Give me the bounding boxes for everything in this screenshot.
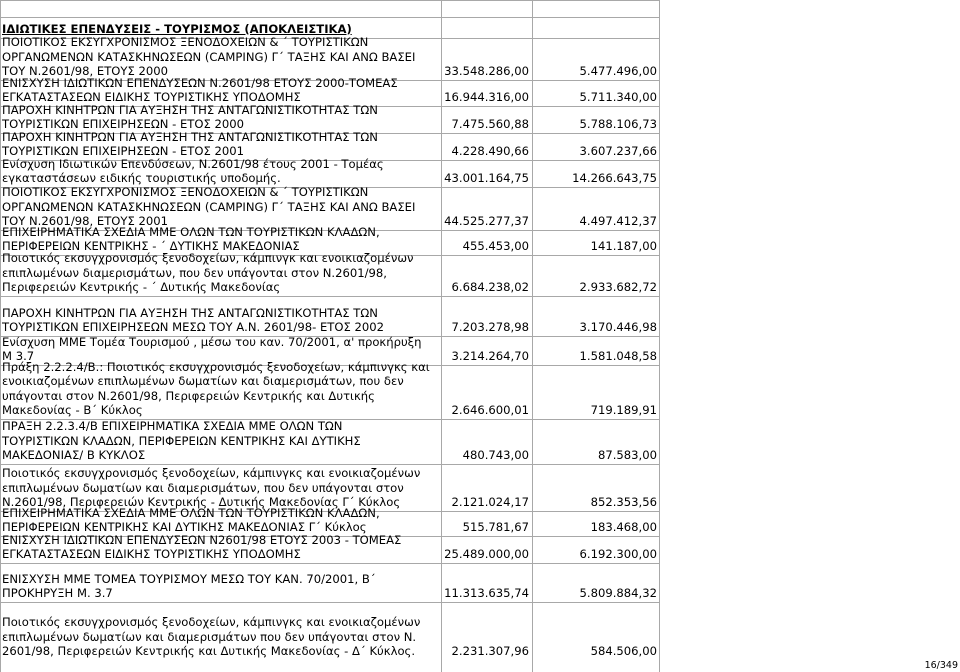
table-row bbox=[0, 156, 660, 187]
row-amount-budget: 3.214.264,70 bbox=[451, 348, 529, 363]
table-row bbox=[0, 35, 660, 80]
row-description: Ενίσχυση Ιδιωτικών Επενδύσεων, Ν.2601/98 έτους 2001 - Τομέας εγκαταστάσεων ειδικής τουριστικής υποδομής. bbox=[2, 156, 384, 185]
row-amount-budget: 16.944.316,00 bbox=[444, 89, 529, 104]
row-amount-budget: 480.743,00 bbox=[462, 447, 529, 462]
row-amount-paid: 5.477.496,00 bbox=[579, 63, 657, 78]
row-amount-budget: 11.313.635,74 bbox=[444, 585, 529, 600]
row-description: ΙΔΙΩΤΙΚΕΣ ΕΠΕΝΔΥΣΕΙΣ - ΤΟΥΡΙΣΜΟΣ (ΑΠΟΚΛΕΙΣΤΙΚΑ) bbox=[2, 21, 352, 36]
row-amount-paid: 2.933.682,72 bbox=[579, 279, 657, 294]
row-description: Ποιοτικός εκσυγχρονισμός ξενοδοχείων, κάμπινγκ και ενοικιαζομένων επιπλωμένων διαμερισμάτων, που δεν υπάγονται στον Ν.2601/98, Περιφερειών Κεντρικής - ΄ Δυτικής Μακεδονίας bbox=[2, 251, 414, 294]
row-divider bbox=[0, 17, 660, 18]
table-row bbox=[0, 296, 660, 336]
row-description: ΕΠΙΧΕΙΡΗΜΑΤΙΚΑ ΣΧΕΔΙΑ ΜΜΕ ΟΛΩΝ ΤΩΝ ΤΟΥΡΙΣΤΙΚΩΝ ΚΛΑΔΩΝ, ΠΕΡΙΦΕΡΕΙΩΝ ΚΕΝΤΡΙΚΗΣ - ΄ ΔΥΤΙΚΗΣ ΜΑΚΕΔΟΝΙΑΣ bbox=[2, 224, 380, 253]
row-amount-paid: 6.192.300,00 bbox=[579, 546, 657, 561]
row-amount-paid: 3.170.446,98 bbox=[579, 319, 657, 334]
row-amount-budget: 7.203.278,98 bbox=[451, 319, 529, 334]
row-description: ΠΟΙΟΤΙΚΟΣ ΕΚΣΥΓΧΡΟΝΙΣΜΟΣ ΞΕΝΟΔΟΧΕΙΩΝ & ΄ ΤΟΥΡΙΣΤΙΚΩΝ ΟΡΓΑΝΩΜΕΝΩΝ ΚΑΤΑΣΚΗΝΩΣΕΩΝ (CAMPING) Γ΄ ΤΑΞΗΣ ΚΑΙ ΑΝΩ ΒΑΣΕΙ ΤΟΥ Ν.2601/98, ΕΤΟΥΣ 2001 bbox=[2, 185, 416, 228]
row-amount-budget: 6.684.238,02 bbox=[451, 279, 529, 294]
page-number: 16/349 bbox=[924, 660, 958, 671]
row-description: ΕΝΙΣΧΥΣΗ ΜΜΕ ΤΟΜΕΑ ΤΟΥΡΙΣΜΟΥ ΜΕΣΩ ΤΟΥ ΚΑΝ. 70/2001, Β΄ ΠΡΟΚΗΡΥΞΗ Μ. 3.7 bbox=[2, 571, 376, 600]
row-amount-budget: 25.489.000,00 bbox=[444, 546, 529, 561]
row-amount-paid: 87.583,00 bbox=[597, 447, 657, 462]
row-amount-paid: 14.266.643,75 bbox=[572, 170, 657, 185]
table-row bbox=[0, 464, 660, 511]
row-amount-budget: 2.121.024,17 bbox=[451, 494, 529, 509]
row-divider bbox=[0, 563, 660, 564]
table-row bbox=[0, 251, 660, 296]
row-description: ΠΑΡΟΧΗ ΚΙΝΗΤΡΩΝ ΓΙΑ ΑΥΞΗΣΗ ΤΗΣ ΑΝΤΑΓΩΝΙΣΤΙΚΟΤΗΤΑΣ ΤΩΝ ΤΟΥΡΙΣΤΙΚΩΝ ΕΠΙΧΕΙΡΗΣΕΩΝ - ΕΤΟΣ 2001 bbox=[2, 129, 378, 158]
row-description: ΕΝΙΣΧΥΣΗ ΙΔΙΩΤΙΚΩΝ ΕΠΕΝΔΥΣΕΩΝ Ν.2601/98 ΕΤΟΥΣ 2000-ΤΟΜΕΑΣ ΕΓΚΑΤΑΣΤΑΣΕΩΝ ΕΙΔΙΚΗΣ ΤΟΥΡΙΣΤΙΚΗΣ ΥΠΟΔΟΜΗΣ bbox=[2, 75, 398, 104]
row-amount-budget: 455.453,00 bbox=[462, 238, 529, 253]
row-description: Ενίσχυση ΜΜΕ Τομέα Τουρισμού , μέσω του καν. 70/2001, α' προκήρυξη Μ 3.7 bbox=[2, 334, 422, 363]
row-description: ΠΟΙΟΤΙΚΟΣ ΕΚΣΥΓΧΡΟΝΙΣΜΟΣ ΞΕΝΟΔΟΧΕΙΩΝ & ΄ ΤΟΥΡΙΣΤΙΚΩΝ ΟΡΓΑΝΩΜΕΝΩΝ ΚΑΤΑΣΚΗΝΩΣΕΩΝ (CAMPING) Γ΄ ΤΑΞΗΣ ΚΑΙ ΑΝΩ ΒΑΣΕΙ ΤΟΥ Ν.2601/98, ΕΤΟΥΣ 2000 bbox=[2, 35, 416, 78]
row-amount-paid: 5.711.340,00 bbox=[579, 89, 657, 104]
row-divider bbox=[0, 464, 660, 465]
row-amount-budget: 33.548.286,00 bbox=[444, 63, 529, 78]
row-amount-budget: 2.646.600,01 bbox=[451, 402, 529, 417]
row-amount-budget: 7.475.560,88 bbox=[451, 116, 529, 131]
row-description: ΠΑΡΟΧΗ ΚΙΝΗΤΡΩΝ ΓΙΑ ΑΥΞΗΣΗ ΤΗΣ ΑΝΤΑΓΩΝΙΣΤΙΚΟΤΗΤΑΣ ΤΩΝ ΤΟΥΡΙΣΤΙΚΩΝ ΕΠΙΧΕΙΡΗΣΕΩΝ ΜΕΣΩ ΤΟΥ Α.Ν. 2601/98- ΕΤΟΣ 2002 bbox=[2, 305, 384, 334]
row-amount-paid: 3.607.237,66 bbox=[579, 143, 657, 158]
row-amount-budget: 4.228.490,66 bbox=[451, 143, 529, 158]
row-amount-paid: 1.581.048,58 bbox=[579, 348, 657, 363]
row-amount-budget: 515.781,67 bbox=[462, 519, 529, 534]
table-row bbox=[0, 563, 660, 602]
row-amount-budget: 43.001.164,75 bbox=[444, 170, 529, 185]
grid-line bbox=[0, 0, 660, 1]
row-divider bbox=[0, 602, 660, 603]
row-description: Ποιοτικός εκσυγχρονισμός ξενοδοχείων, κάμπινγκς και ενοικιαζομένων επιπλωμένων δωματίων και διαμερισμάτων που δεν υπάγονται στον Ν. 2601/98, Περιφερειών Κεντρικής και Δυτικής Μακεδονίας - Δ΄ Κύκλος. bbox=[2, 615, 421, 658]
row-amount-paid: 5.809.884,32 bbox=[579, 585, 657, 600]
row-amount-paid: 4.497.412,37 bbox=[579, 213, 657, 228]
row-amount-paid: 141.187,00 bbox=[590, 238, 657, 253]
row-description: ΕΝΙΣΧΥΣΗ ΙΔΙΩΤΙΚΩΝ ΕΠΕΝΔΥΣΕΩΝ Ν2601/98 ΕΤΟΥΣ 2003 - ΤΟΜΕΑΣ ΕΓΚΑΤΑΣΤΑΣΕΩΝ ΕΙΔΙΚΗΣ ΤΟΥΡΙΣΤΙΚΗΣ ΥΠΟΔΟΜΗΣ bbox=[2, 532, 402, 561]
row-description: ΠΡΑΞΗ 2.2.3.4/Β ΕΠΙΧΕΙΡΗΜΑΤΙΚΑ ΣΧΕΔΙΑ ΜΜΕ ΟΛΩΝ ΤΩΝ ΤΟΥΡΙΣΤΙΚΩΝ ΚΛΑΔΩΝ, ΠΕΡΙΦΕΡΕΙΩΝ ΚΕΝΤΡΙΚΗΣ ΚΑΙ ΔΥΤΙΚΗΣ ΜΑΚΕΔΟΝΙΑΣ/ Β ΚΥΚΛΟΣ bbox=[2, 419, 361, 462]
row-amount-budget: 2.231.307,96 bbox=[451, 643, 529, 658]
table-row bbox=[0, 360, 660, 419]
row-amount-budget: 44.525.277,37 bbox=[444, 213, 529, 228]
row-description: ΕΠΙΧΕΙΡΗΜΑΤΙΚΑ ΣΧΕΔΙΑ ΜΜΕ ΟΛΩΝ ΤΩΝ ΤΟΥΡΙΣΤΙΚΩΝ ΚΛΑΔΩΝ, ΠΕΡΙΦΕΡΕΙΩΝ ΚΕΝΤΡΙΚΗΣ ΚΑΙ ΔΥΤΙΚΗΣ ΜΑΚΕΔΟΝΙΑΣ Γ΄ Κύκλος bbox=[2, 505, 380, 534]
row-amount-paid: 183.468,00 bbox=[590, 519, 657, 534]
table-row bbox=[0, 532, 660, 563]
row-divider bbox=[0, 296, 660, 297]
table-row bbox=[0, 419, 660, 464]
row-amount-paid: 5.788.106,73 bbox=[579, 116, 657, 131]
row-amount-paid: 852.353,56 bbox=[590, 494, 657, 509]
row-amount-paid: 584.506,00 bbox=[590, 643, 657, 658]
row-description: ΠΑΡΟΧΗ ΚΙΝΗΤΡΩΝ ΓΙΑ ΑΥΞΗΣΗ ΤΗΣ ΑΝΤΑΓΩΝΙΣΤΙΚΟΤΗΤΑΣ ΤΩΝ ΤΟΥΡΙΣΤΙΚΩΝ ΕΠΙΧΕΙΡΗΣΕΩΝ - ΕΤΟΣ 2000 bbox=[2, 102, 378, 131]
row-description: Ποιοτικός εκσυγχρονισμός ξενοδοχείων, κάμπινγκς και ενοικιαζομένων επιπλωμένων δωματίων και διαμερισμάτων, που δεν υπάγονται στον Ν.2601/98, Περιφερειών Κεντρικής - Δυτικής Μακεδονίας Γ΄ Κύκλος bbox=[2, 466, 421, 509]
table-row bbox=[0, 187, 660, 230]
row-description: Πράξη 2.2.2.4/Β.: Ποιοτικός εκσυγχρονισμός ξενοδοχείων, κάμπινγκς και ενοικιαζομένων επιπλωμένων δωματίων και διαμερισμάτων, που δεν υπάγονται στον Ν.2601/98, Περιφερειών Κεντρικής και Δυτικής Μακεδονίας - Β΄ Κύκλος bbox=[2, 360, 430, 417]
table-row bbox=[0, 602, 660, 660]
row-amount-paid: 719.189,91 bbox=[590, 402, 657, 417]
